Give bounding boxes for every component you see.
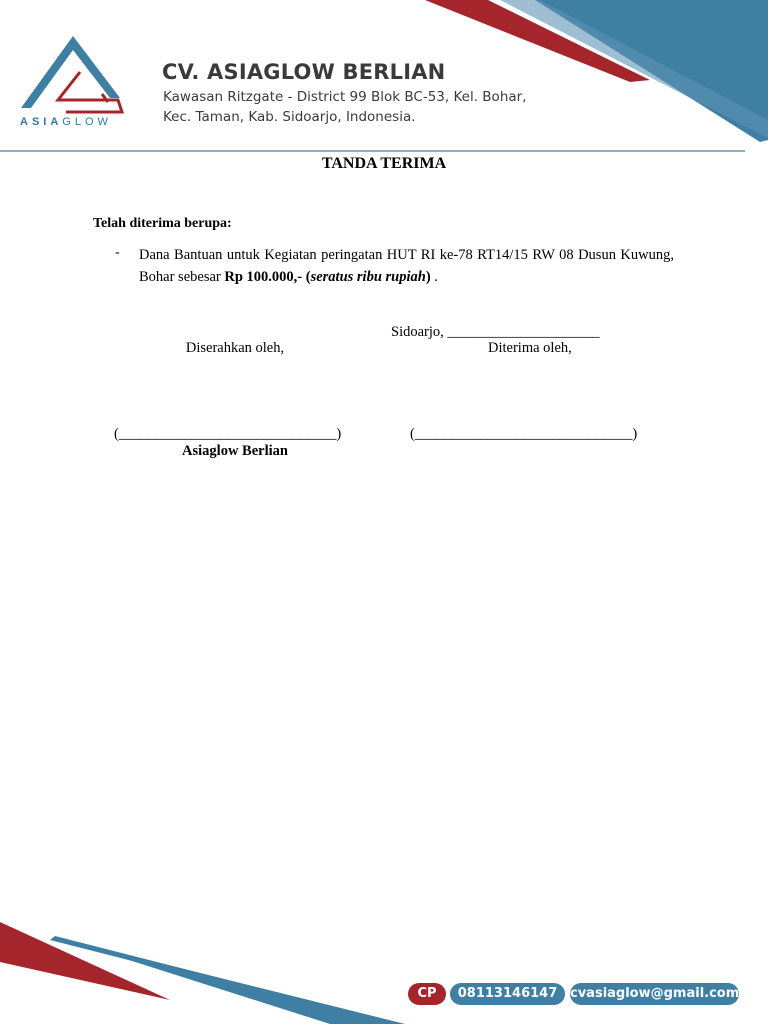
- received-item-text: [139, 244, 674, 288]
- red-stripe-bottom: [0, 922, 170, 1000]
- logo-wordmark-light: GLOW: [62, 116, 112, 128]
- blue-stripe-bottom: [50, 936, 400, 1024]
- item-description: Dana Bantuan untuk Kegiatan peringatan HUT RI ke-78 RT14/15 RW 08 Dusun Kuwung, Bohar sebesar: [139, 247, 674, 285]
- received-by-label: Diterima oleh,: [488, 340, 572, 356]
- item-amount-words: seratus ribu rupiah: [310, 269, 426, 285]
- contact-person-badge: CP: [408, 983, 446, 1005]
- logo-wordmark: [20, 116, 132, 128]
- date-line: Sidoarjo, _____________________: [391, 324, 600, 340]
- item-amount-close: ): [425, 269, 431, 285]
- signature-line-left: (______________________________): [114, 426, 342, 442]
- signature-line-right: (______________________________): [410, 426, 638, 442]
- signer-name: Asiaglow Berlian: [182, 443, 288, 459]
- list-bullet: -: [115, 245, 120, 260]
- contact-phone: 08113146147: [450, 983, 565, 1005]
- company-address-line1: Kawasan Ritzgate - District 99 Blok BC-53, Kel. Bohar,: [163, 89, 527, 105]
- company-address-line2: Kec. Taman, Kab. Sidoarjo, Indonesia.: [163, 109, 416, 125]
- company-name: CV. ASIAGLOW BERLIAN: [162, 60, 446, 84]
- blue-stripe-bottom-wide: [60, 938, 405, 1024]
- received-items-label: Telah diterima berupa:: [93, 216, 232, 231]
- header-divider: [0, 150, 745, 152]
- handed-over-by-label: Diserahkan oleh,: [185, 340, 285, 356]
- contact-email: cvasiaglow@gmail.com: [570, 983, 739, 1005]
- logo-wordmark-bold: ASIA: [20, 116, 63, 128]
- item-end: .: [430, 269, 438, 285]
- document-title: TANDA TERIMA: [321, 155, 447, 172]
- item-amount: Rp 100.000,- (: [224, 269, 311, 285]
